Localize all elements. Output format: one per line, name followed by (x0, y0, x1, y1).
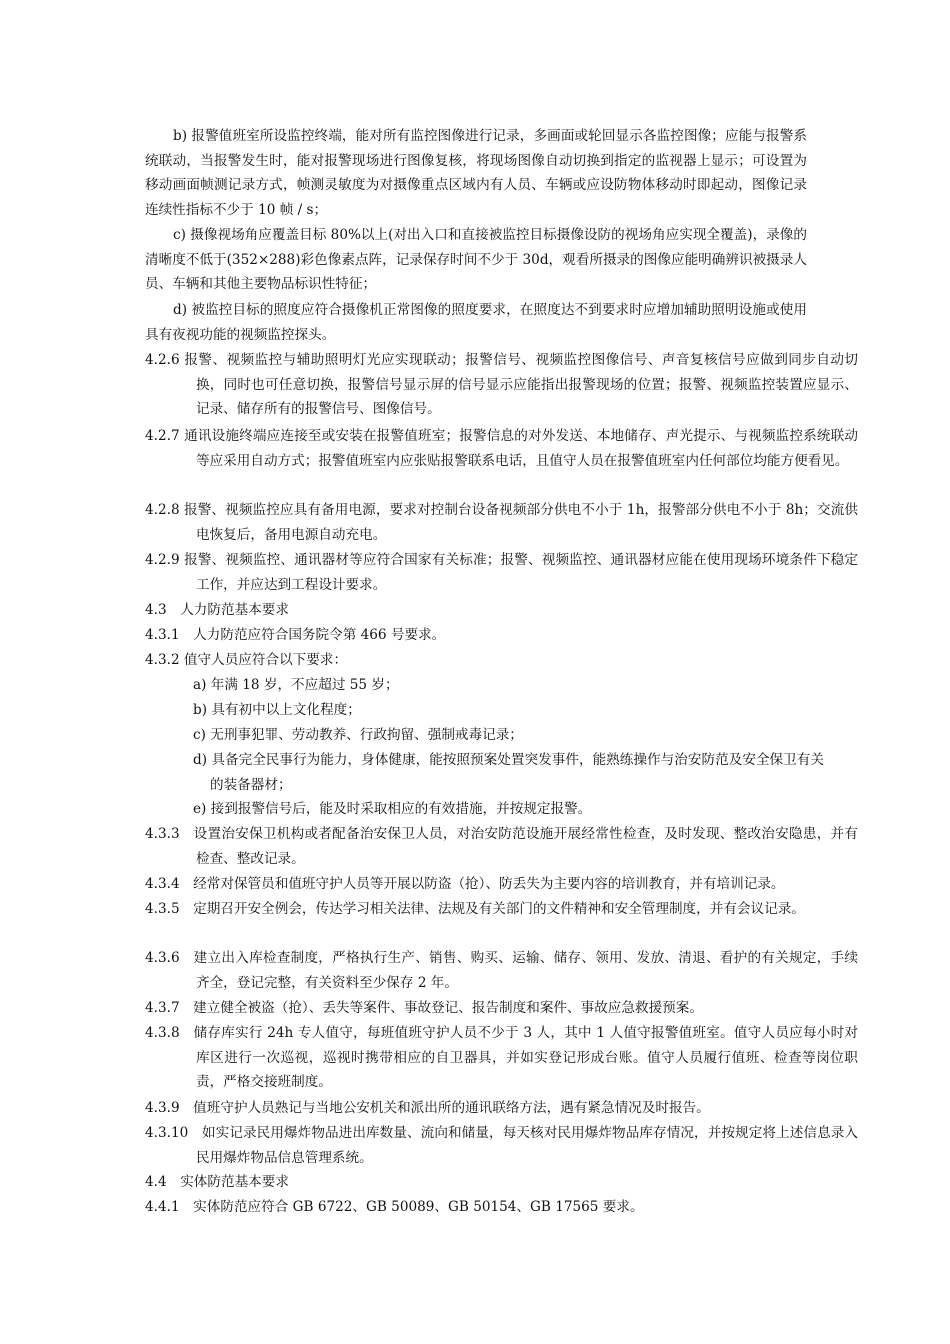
clause-4-3-2: 4.3.2 值守人员应符合以下要求： (145, 652, 348, 668)
clause-4-3-4: 4.3.4 经常对保管员和值班守护人员等开展以防盗（抢）、防丢失为主要内容的培训教育，并有培训记录。 (145, 876, 785, 892)
clause-4-2-9: 4.2.9 报警、视频监控、通讯器材等应符合国家有关标准；报警、视频监控、通讯器材应能在使用现场环境条件下稳定工作，并应达到工程设计要求。 (145, 552, 858, 593)
section-heading-4-3: 4.3 人力防范基本要求 (145, 602, 289, 618)
clause-4-2-6: 4.2.6 报警、视频监控与辅助照明灯光应实现联动；报警信号、视频监控图像信号、声音复核信号应做到同步自动切换，同时也可任意切换，报警信号显示屏的信号显示应能指出报警现场的位置；报警、视频监控装置应显示、记录、储存所有的报警信号、图像信号。 (145, 352, 858, 418)
clause-4-2-7: 4.2.7 通讯设施终端应连接至或安装在报警值班室；报警信息的对外发送、本地储存、声光提示、与视频监控系统联动等应采用自动方式；报警值班室内应张贴报警联系电话，且值守人员在报警值班室内任何部位均能方便看见。 (145, 428, 858, 469)
clause-4-3-9: 4.3.9 值班守护人员熟记与当地公安机关和派出所的通讯联络方法，遇有紧急情况及时报告。 (145, 1100, 710, 1116)
clause-4-3-3: 4.3.3 设置治安保卫机构或者配备治安保卫人员，对治安防范设施开展经常性检查，及时发现、整改治安隐患，并有检查、整改记录。 (145, 826, 858, 867)
list-item-c: c) 无刑事犯罪、劳动教养、行政拘留、强制戒毒记录； (193, 727, 523, 743)
clause-4-3-1: 4.3.1 人力防范应符合国务院令第 466 号要求。 (145, 627, 446, 643)
list-item-d: d) 具备完全民事行为能力，身体健康，能按照预案处置突发事件，能熟练操作与治安防范及安全保卫有关的装备器材； (193, 752, 824, 793)
clause-4-3-8: 4.3.8 储存库实行 24h 专人值守，每班值班守护人员不少于 3 人，其中 1 人值守报警值班室。值守人员应每小时对库区进行一次巡视，巡视时携带相应的自卫器具，并如实登记形成台账。值守人员履行值班、检查等岗位职责，严格交接班制度。 (145, 1025, 858, 1091)
paragraph-item-b: b) 报警值班室所设监控终端，能对所有监控图像进行记录，多画面或轮回显示各监控图像；应能与报警系统联动，当报警发生时，能对报警现场进行图像复核，将现场图像自动切换到指定的监视器上显示；可设置为移动画面帧测记录方式，帧测灵敏度为对摄像重点区域内有人员、车辆或应设防物体移动时即起动，图像记录连续性指标不少于 10 帧 / s； (145, 128, 807, 218)
list-item-e: e) 接到报警信号后，能及时采取相应的有效措施，并按规定报警。 (193, 801, 592, 817)
clause-4-4-1: 4.4.1 实体防范应符合 GB 6722、GB 50089、GB 50154、GB 17565 要求。 (145, 1199, 644, 1215)
clause-4-2-8: 4.2.8 报警、视频监控应具有备用电源，要求对控制台设备视频部分供电不小于 1h，报警部分供电不小于 8h；交流供电恢复后，备用电源自动充电。 (145, 502, 858, 543)
section-heading-4-4: 4.4 实体防范基本要求 (145, 1174, 289, 1190)
clause-4-3-10: 4.3.10 如实记录民用爆炸物品进出库数量、流向和储量，每天核对民用爆炸物品库存情况，并按规定将上述信息录入民用爆炸物品信息管理系统。 (145, 1125, 858, 1166)
list-item-a: a) 年满 18 岁，不应超过 55 岁； (193, 677, 399, 693)
clause-4-3-6: 4.3.6 建立出入库检查制度，严格执行生产、销售、购买、运输、储存、领用、发放、清退、看护的有关规定，手续齐全，登记完整，有关资料至少保存 2 年。 (145, 950, 858, 991)
clause-4-3-7: 4.3.7 建立健全被盗（抢）、丢失等案件、事故登记、报告制度和案件、事故应急救援预案。 (145, 1000, 703, 1016)
paragraph-item-c: c) 摄像视场角应覆盖目标 80%以上(对出入口和直接被监控目标摄像设防的视场角应实现全覆盖)，录像的清晰度不低于(352×288)彩色像素点阵，记录保存时间不少于 30d，观看所摄录的图像应能明确辨识被摄录人员、车辆和其他主要物品标识性特征； (145, 227, 807, 293)
paragraph-item-d: d) 被监控目标的照度应符合摄像机正常图像的照度要求，在照度达不到要求时应增加辅助照明设施或使用具有夜视功能的视频监控探头。 (145, 302, 807, 343)
list-item-b: b) 具有初中以上文化程度； (193, 702, 361, 718)
clause-4-3-5: 4.3.5 定期召开安全例会，传达学习相关法律、法规及有关部门的文件精神和安全管理制度，并有会议记录。 (145, 901, 805, 917)
